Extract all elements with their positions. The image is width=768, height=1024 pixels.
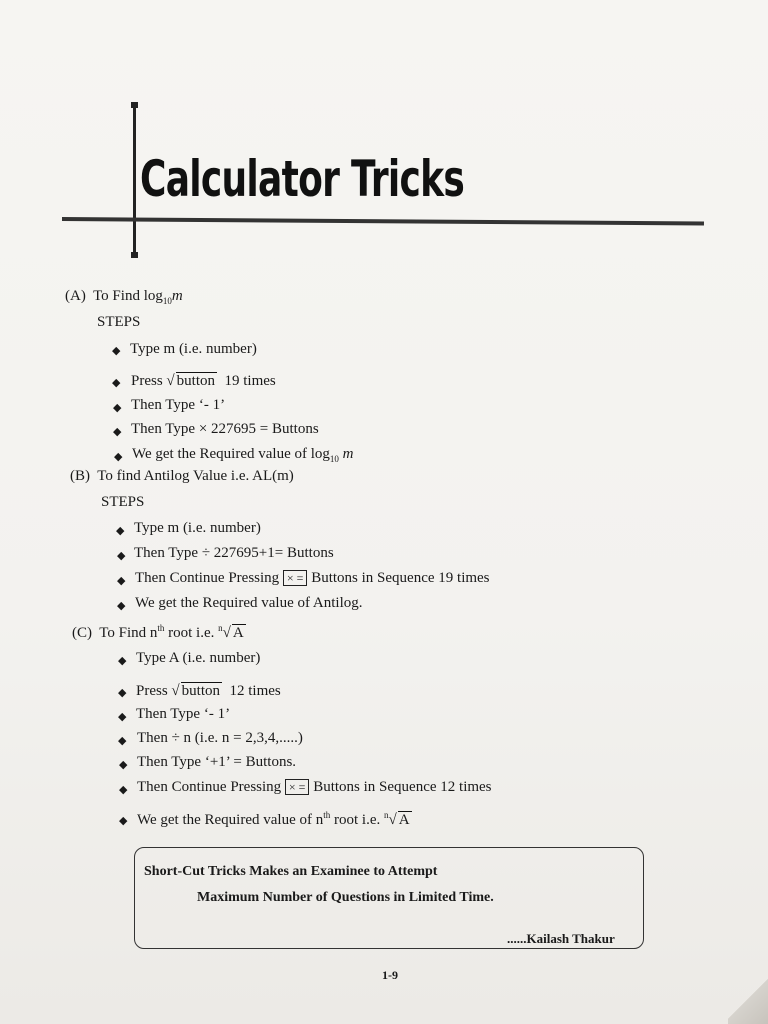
page-curl — [728, 974, 768, 1024]
step-a3: Then Type ‘- 1’ — [131, 397, 226, 413]
title-vertical-rule — [133, 102, 136, 258]
section-c-heading: (C) To Find $n^{th}$ root i.e. $^n$√ A — [72, 623, 244, 641]
section-a-steps-label: STEPS — [97, 314, 141, 330]
bullet-icon: ◆ — [119, 784, 128, 796]
sqrt-button-label: button — [176, 373, 215, 389]
section-b-heading: (B) To find Antilog Value i.e. AL(m) — [70, 468, 294, 484]
step-a1: Type m (i.e. number) — [130, 341, 257, 357]
section-a-heading: (A) To Find $\log_{10}m$ — [65, 288, 183, 306]
bullet-icon: ◆ — [113, 426, 122, 438]
bullet-icon: ◆ — [112, 377, 121, 389]
sqrt-button-label: button — [181, 683, 220, 699]
bullet-icon: ◆ — [112, 345, 121, 357]
bullet-icon: ◆ — [118, 735, 127, 747]
quote-author: ......Kailash Thakur — [507, 931, 615, 946]
step-c2: Press √ button 12 times — [136, 683, 281, 699]
step-c6: Then Continue Pressing × = Buttons in Sequence 12 times — [137, 779, 492, 795]
step-c3: Then Type ‘- 1’ — [136, 706, 231, 722]
bullet-icon: ◆ — [119, 759, 128, 771]
step-b4: We get the Required value of Antilog. — [135, 595, 363, 611]
step-b1: Type m (i.e. number) — [134, 520, 261, 536]
bullet-icon: ◆ — [119, 815, 128, 827]
bullet-icon: ◆ — [118, 655, 127, 667]
bullet-icon: ◆ — [117, 575, 126, 587]
step-c4: Then ÷ n (i.e. n = 2,3,4,.....) — [137, 730, 303, 746]
bullet-icon: ◆ — [117, 600, 126, 612]
page-number: 1-9 — [382, 968, 398, 982]
quote-line-1: Short-Cut Tricks Makes an Examinee to Attempt — [144, 864, 438, 879]
section-b-steps-label: STEPS — [101, 494, 145, 510]
page-title: Calculator Tricks — [140, 150, 465, 208]
quote-box — [134, 847, 644, 949]
step-c5: Then Type ‘+1’ = Buttons. — [137, 754, 297, 770]
step-b2: Then Type ÷ 227695+1= Buttons — [134, 545, 334, 561]
step-c1: Type A (i.e. number) — [136, 650, 261, 666]
step-c7: We get the Required value of $n^{th}$ root i.e. $^n$√ A — [137, 810, 410, 828]
step-a4: Then Type × 227695 = Buttons — [131, 421, 319, 437]
quote-line-2: Maximum Number of Questions in Limited Time. — [197, 890, 494, 905]
bullet-icon: ◆ — [117, 550, 126, 562]
step-a2: Press √ button 19 times — [131, 373, 276, 389]
bullet-icon: ◆ — [116, 525, 125, 537]
step-b3: Then Continue Pressing × = Buttons in Sequence 19 times — [135, 570, 490, 586]
multiply-equals-key: × = — [283, 570, 308, 586]
bullet-icon: ◆ — [113, 402, 122, 414]
bullet-icon: ◆ — [118, 711, 127, 723]
step-a5: We get the Required value of $\log_{10} m$ — [132, 446, 354, 464]
multiply-equals-key: × = — [285, 779, 310, 795]
bullet-icon: ◆ — [118, 687, 127, 699]
title-horizontal-rule — [62, 217, 704, 225]
bullet-icon: ◆ — [114, 451, 123, 463]
